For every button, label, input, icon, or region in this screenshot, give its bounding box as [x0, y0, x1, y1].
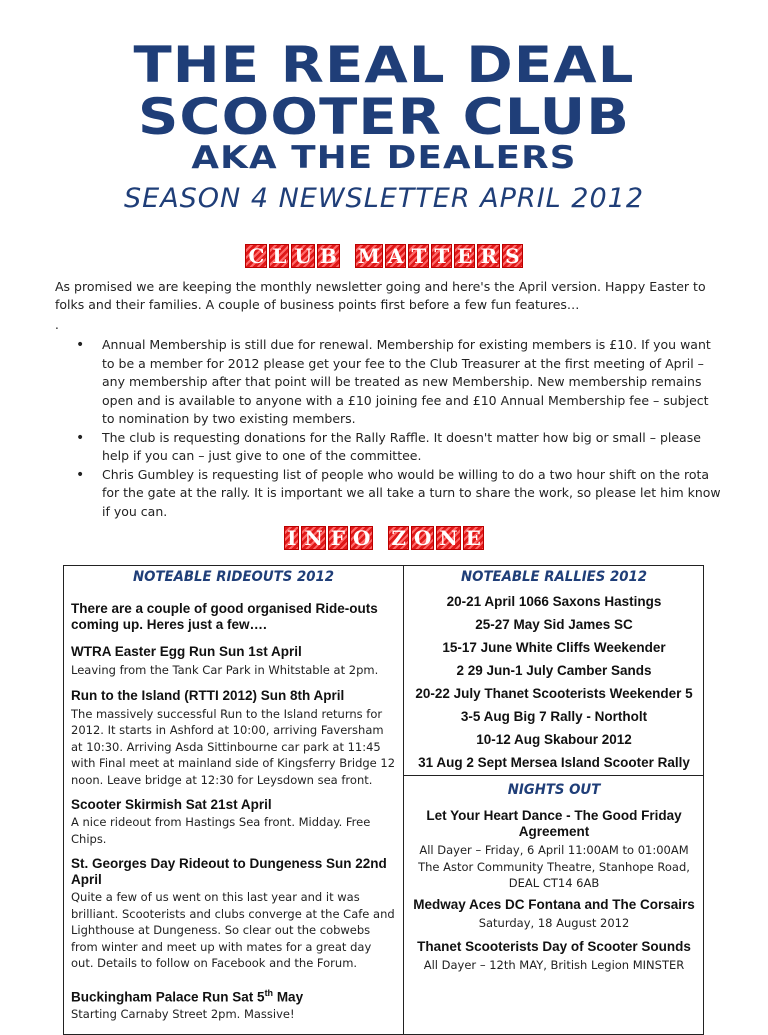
club-subtitle: AKA THE DEALERS — [191, 140, 577, 176]
rideout-title: WTRA Easter Egg Run Sun 1st April — [71, 644, 302, 659]
rallies-heading: NOTEABLE RALLIES 2012 — [461, 569, 647, 585]
divider — [404, 775, 704, 776]
heading-letter: E — [463, 526, 484, 550]
heading-letter: R — [477, 244, 500, 268]
rideout-title: Buckingham Palace Run Sat 5th May — [71, 987, 304, 1004]
stray-dot: . — [55, 318, 59, 332]
info-zone-heading — [0, 522, 768, 551]
club-title-line-1: THE REAL DEAL — [133, 36, 635, 94]
list-item: 2 29 Jun-1 July Camber Sands — [456, 663, 652, 678]
heading-space — [342, 245, 353, 267]
list-item: 10-12 Aug Skabour 2012 — [476, 732, 632, 747]
list-item: 15-17 June White Cliffs Weekender — [442, 640, 666, 655]
rallies-column — [404, 566, 704, 1034]
event-detail: Saturday, 18 August 2012 — [478, 915, 630, 930]
list-item: • Annual Membership is still due for renewal. Membership for existing members is £10. If you want to be a member for 2012 please get your fee to the Club Treasurer at the first meeting of April –any membership after that point will be treated as new Membership. New membership remains open and is available to anyone with a £10 joining fee and £10 Annual Membership fee – subject to nomination by two existing members. — [76, 336, 724, 429]
rideout-desc: Quite a few of us went on this last year and it was brilliant. Scooterists and clubs converge at the Cafe and Lighthouse at Dungeness. So clear out the cobwebs from winter and meet up with mates for a great day out. Details to follow on Facebook and the Forum. — [71, 890, 395, 970]
club-matters-list — [76, 336, 724, 521]
heading-letter: E — [454, 244, 475, 268]
heading-letter: L — [269, 244, 289, 268]
nights-out-list — [404, 808, 704, 974]
heading-space — [375, 527, 386, 549]
heading-letter: O — [350, 526, 373, 550]
event-detail: The Astor Community Theatre, Stanhope Road, DEAL CT14 6AB — [418, 859, 690, 890]
rideout-title: Run to the Island (RTTI 2012) Sun 8th April — [71, 687, 345, 703]
event-detail: All Dayer – Friday, 6 April 11:00AM to 01:00AM — [419, 843, 689, 857]
heading-letter: M — [355, 244, 383, 268]
heading-letter: Z — [388, 526, 409, 550]
event-title: Let Your Heart Dance - The Good Friday Agreement — [426, 808, 682, 839]
list-item: • The club is requesting donations for the Rally Raffle. It doesn't matter how big or small – please help if you can – just give to one of the committee. — [76, 429, 724, 466]
info-table — [63, 565, 704, 1035]
event-detail: All Dayer – 12th MAY, British Legion MINSTER — [423, 958, 685, 972]
heading-letter: C — [245, 244, 267, 268]
list-item: • Chris Gumbley is requesting list of people who would be willing to do a two hour shift on the rota for the gate at the rally. It is important we all take a turn to share the work, so please let him know if you can. — [76, 466, 724, 522]
list-item: 3-5 Aug Big 7 Rally - Northolt — [460, 709, 648, 724]
heading-letter: N — [436, 526, 460, 550]
club-matters-heading — [0, 240, 768, 269]
list-item: 20-22 July Thanet Scooterists Weekender 5 — [415, 686, 693, 701]
heading-letter: S — [502, 244, 522, 268]
list-item: 31 Aug 2 Sept Mersea Island Scooter Rally — [418, 755, 690, 770]
event-title: Medway Aces DC Fontana and The Corsairs — [413, 896, 695, 912]
heading-letter: O — [411, 526, 434, 550]
heading-letter: A — [385, 244, 407, 268]
rideout-title: Scooter Skirmish Sat 21st April — [71, 797, 272, 812]
rideout-title: St. Georges Day Rideout to Dungeness Sun 22nd April — [71, 856, 387, 887]
rideouts-column — [64, 566, 404, 1034]
list-item: 20-21 April 1066 Saxons Hastings — [446, 594, 662, 609]
list-item: 25-27 May Sid James SC — [475, 617, 633, 632]
rideout-desc: Leaving from the Tank Car Park in Whitstable at 2pm. — [71, 663, 379, 677]
heading-letter: B — [317, 244, 340, 268]
heading-letter: U — [291, 244, 314, 268]
newsletter-title: SEASON 4 NEWSLETTER APRIL 2012 — [124, 183, 644, 214]
heading-letter: I — [284, 526, 299, 550]
nights-out-heading: NIGHTS OUT — [507, 782, 601, 798]
heading-letter: N — [301, 526, 325, 550]
rallies-list — [404, 594, 704, 771]
rideout-desc: The massively successful Run to the Island returns for 2012. It starts in Ashford at 10:00, arriving Faversham at 10:30. Arriving Asda Sittinbourne car park at 11:45 with Final meet at mainland side of Kingsferry Bridge 12 noon. Leave bridge at 12:30 for Leysdown sea front. — [71, 706, 396, 787]
rideouts-heading: NOTEABLE RIDEOUTS 2012 — [133, 569, 334, 585]
event-title: Thanet Scooterists Day of Scooter Sounds — [417, 939, 691, 954]
club-title-line-2: SCOOTER CLUB — [137, 88, 631, 146]
heading-letter: T — [431, 244, 452, 268]
heading-letter: F — [328, 526, 348, 550]
heading-letter: T — [408, 244, 429, 268]
rideouts-intro: There are a couple of good organised Ride-outs coming up. Heres just a few…. — [71, 601, 378, 632]
club-matters-intro: As promised we are keeping the monthly newsletter going and here's the April version. Happy Easter to folks and their families. A couple of business points first before a few fun features… — [55, 279, 706, 312]
rideout-desc: Starting Carnaby Street 2pm. Massive! — [71, 1007, 295, 1021]
rideout-desc: A nice rideout from Hastings Sea front. Midday. Free Chips. — [71, 815, 371, 846]
